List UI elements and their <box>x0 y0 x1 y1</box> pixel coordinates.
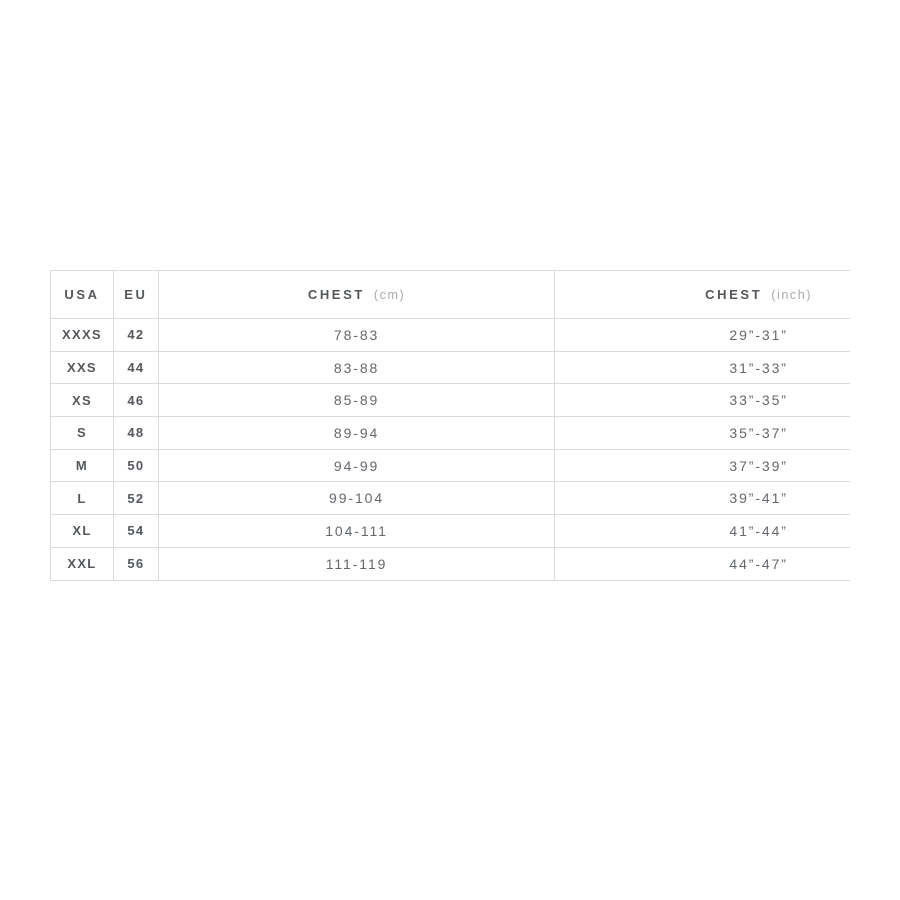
table-row <box>51 351 850 384</box>
usa-size-cell: L <box>51 482 114 514</box>
column-header-eu-label: EU <box>124 287 148 302</box>
column-header-chest-inch-label: CHEST <box>705 287 763 302</box>
chest-cm-cell: 85-89 <box>159 384 555 416</box>
eu-size-cell: 48 <box>114 417 159 449</box>
chest-inch-cell: 41”-44” <box>729 522 788 539</box>
chest-cm-cell: 94-99 <box>159 450 555 482</box>
usa-size-cell: M <box>51 450 114 482</box>
eu-size-cell: 52 <box>114 482 159 514</box>
column-header-chest-inch-unit: (inch) <box>771 287 813 302</box>
eu-size-cell: 50 <box>114 450 159 482</box>
chest-cm-cell: 78-83 <box>159 319 555 351</box>
chest-cm-cell: 111-119 <box>159 548 555 580</box>
table-row <box>51 449 850 482</box>
usa-size-cell: XS <box>51 384 114 416</box>
chest-inch-cell: 35”-37” <box>729 424 788 441</box>
usa-size-cell: XXL <box>51 548 114 580</box>
chest-inch-cell: 31”-33” <box>729 359 788 376</box>
table-body <box>51 318 850 580</box>
table-row <box>51 416 850 449</box>
eu-size-cell: 56 <box>114 548 159 580</box>
chest-inch-cell: 37”-39” <box>729 457 788 474</box>
table-row <box>51 481 850 514</box>
chest-cm-cell: 89-94 <box>159 417 555 449</box>
usa-size-cell: XXS <box>51 352 114 384</box>
size-chart-table <box>50 270 850 581</box>
column-header-eu <box>114 271 159 318</box>
chest-cm-cell: 99-104 <box>159 482 555 514</box>
usa-size-cell: XL <box>51 515 114 547</box>
table-row <box>51 547 850 580</box>
eu-size-cell: 46 <box>114 384 159 416</box>
chest-inch-cell: 39”-41” <box>729 490 788 507</box>
chest-cm-cell: 83-88 <box>159 352 555 384</box>
chest-inch-cell: 44”-47” <box>729 555 788 572</box>
chest-inch-cell: 33”-35” <box>729 392 788 409</box>
usa-size-cell: S <box>51 417 114 449</box>
column-header-chest-cm-label: CHEST <box>307 287 365 302</box>
column-header-chest-cm-unit: (cm) <box>373 287 406 302</box>
column-header-usa <box>51 271 114 318</box>
column-header-chest-cm <box>159 271 555 318</box>
table-header-row <box>51 271 850 318</box>
table-row <box>51 383 850 416</box>
eu-size-cell: 44 <box>114 352 159 384</box>
eu-size-cell: 54 <box>114 515 159 547</box>
table-row <box>51 514 850 547</box>
eu-size-cell: 42 <box>114 319 159 351</box>
column-header-chest-inch <box>555 271 850 318</box>
usa-size-cell: XXXS <box>51 319 114 351</box>
chest-cm-cell: 104-111 <box>159 515 555 547</box>
chest-inch-cell: 29”-31” <box>729 326 788 343</box>
table-row <box>51 318 850 351</box>
column-header-usa-label: USA <box>64 287 100 302</box>
